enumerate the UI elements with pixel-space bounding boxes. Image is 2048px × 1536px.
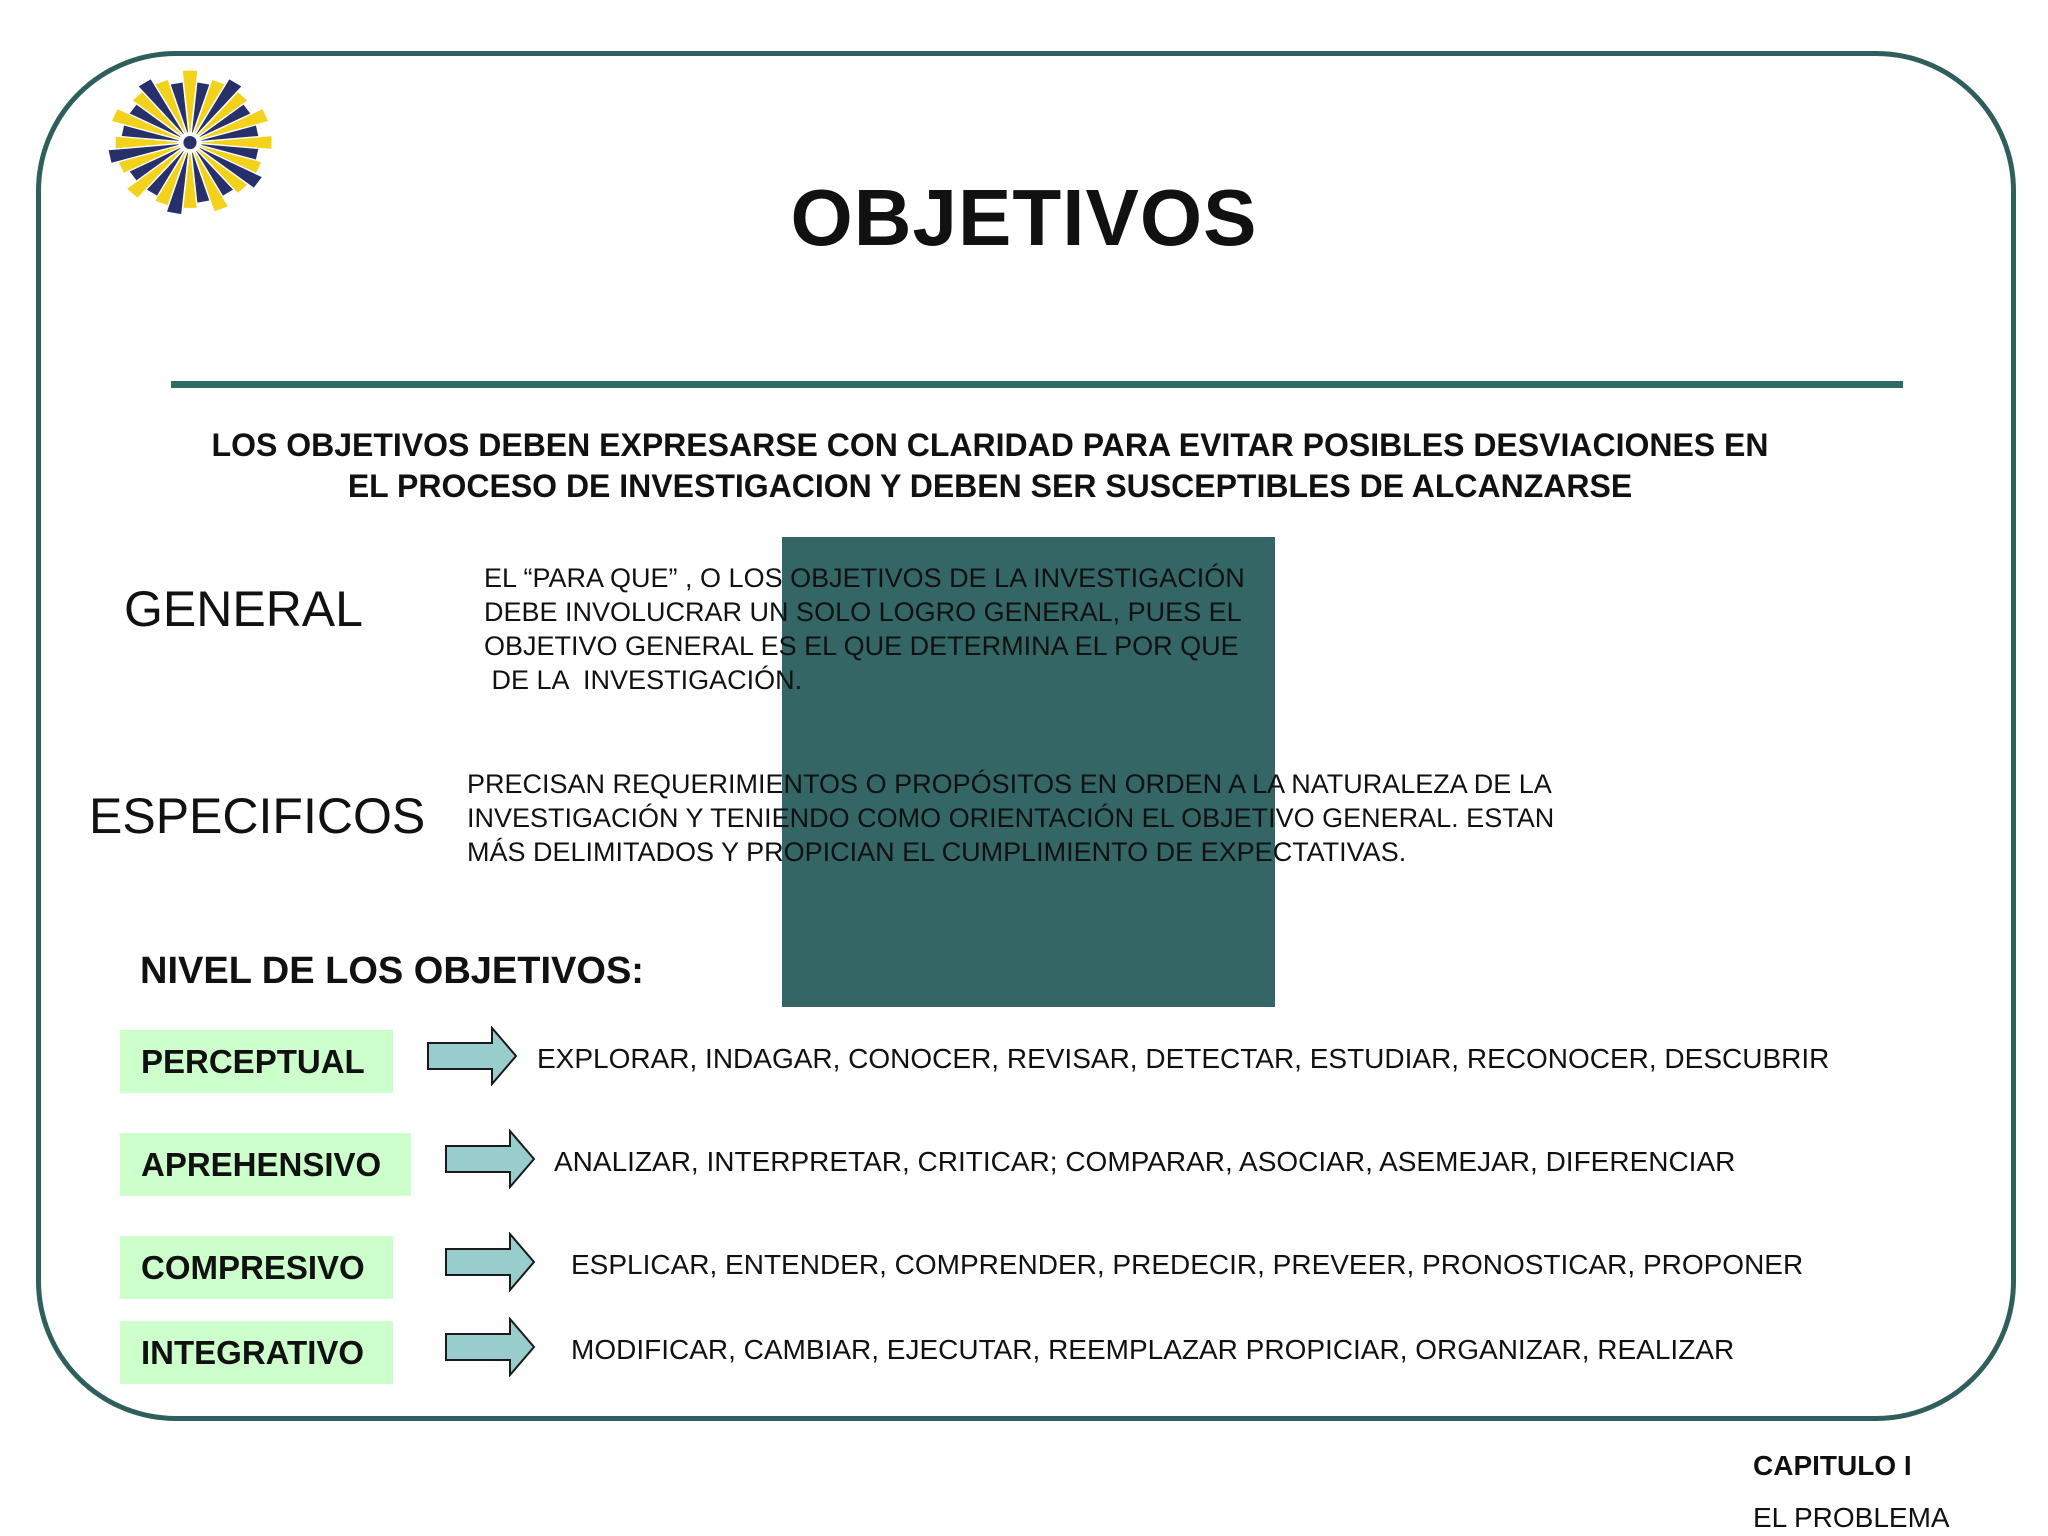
level-integrativo-label: INTEGRATIVO: [120, 1321, 393, 1384]
especificos-label: ESPECIFICOS: [89, 788, 426, 844]
intro-line-2: EL PROCESO DE INVESTIGACION Y DEBEN SER SUSCEPTIBLES DE ALCANZARSE: [347, 468, 1633, 504]
level-integrativo-verbs: MODIFICAR, CAMBIAR, EJECUTAR, REEMPLAZAR PROPICIAR, ORGANIZAR, REALIZAR: [571, 1334, 1735, 1365]
intro-text: [140, 425, 1840, 507]
title-divider: [171, 381, 1903, 388]
level-aprehensivo-label: APREHENSIVO: [120, 1133, 411, 1196]
footer-chapter: CAPITULO I: [1753, 1450, 1912, 1481]
right-arrow-icon: [444, 1129, 536, 1189]
level-compresivo-label: COMPRESIVO: [120, 1236, 393, 1299]
level-perceptual-label: PERCEPTUAL: [120, 1030, 393, 1093]
especificos-description: PRECISAN REQUERIMIENTOS O PROPÓSITOS EN ORDEN A LA NATURALEZA DE LA INVESTIGACIÓN Y TENIENDO COMO ORIENTACIÓN EL OBJETIVO GENERAL. ESTAN MÁS DELIMITADOS Y PROPICIAN EL CUMPLIMIENTO DE EXPECTATIVAS.: [467, 769, 1555, 867]
footer-topic: EL PROBLEMA: [1753, 1502, 1950, 1533]
right-arrow-icon: [444, 1232, 536, 1292]
general-label: GENERAL: [124, 581, 363, 637]
level-perceptual-verbs: EXPLORAR, INDAGAR, CONOCER, REVISAR, DETECTAR, ESTUDIAR, RECONOCER, DESCUBRIR: [537, 1043, 1830, 1074]
general-description: EL “PARA QUE” , O LOS OBJETIVOS DE LA INVESTIGACIÓN DEBE INVOLUCRAR UN SOLO LOGRO GENERAL, PUES EL OBJETIVO GENERAL ES EL QUE DETERMINA EL POR QUE DE LA INVESTIGACIÓN.: [484, 563, 1245, 695]
levels-heading: NIVEL DE LOS OBJETIVOS:: [140, 950, 644, 992]
slide-title: OBJETIVOS: [790, 173, 1258, 262]
level-compresivo-verbs: ESPLICAR, ENTENDER, COMPRENDER, PREDECIR, PREVEER, PRONOSTICAR, PROPONER: [571, 1249, 1804, 1280]
level-aprehensivo-verbs: ANALIZAR, INTERPRETAR, CRITICAR; COMPARAR, ASOCIAR, ASEMEJAR, DIFERENCIAR: [554, 1146, 1736, 1177]
intro-line-1: LOS OBJETIVOS DEBEN EXPRESARSE CON CLARIDAD PARA EVITAR POSIBLES DESVIACIONES EN: [211, 427, 1769, 463]
right-arrow-icon: [426, 1026, 518, 1086]
right-arrow-icon: [444, 1317, 536, 1377]
